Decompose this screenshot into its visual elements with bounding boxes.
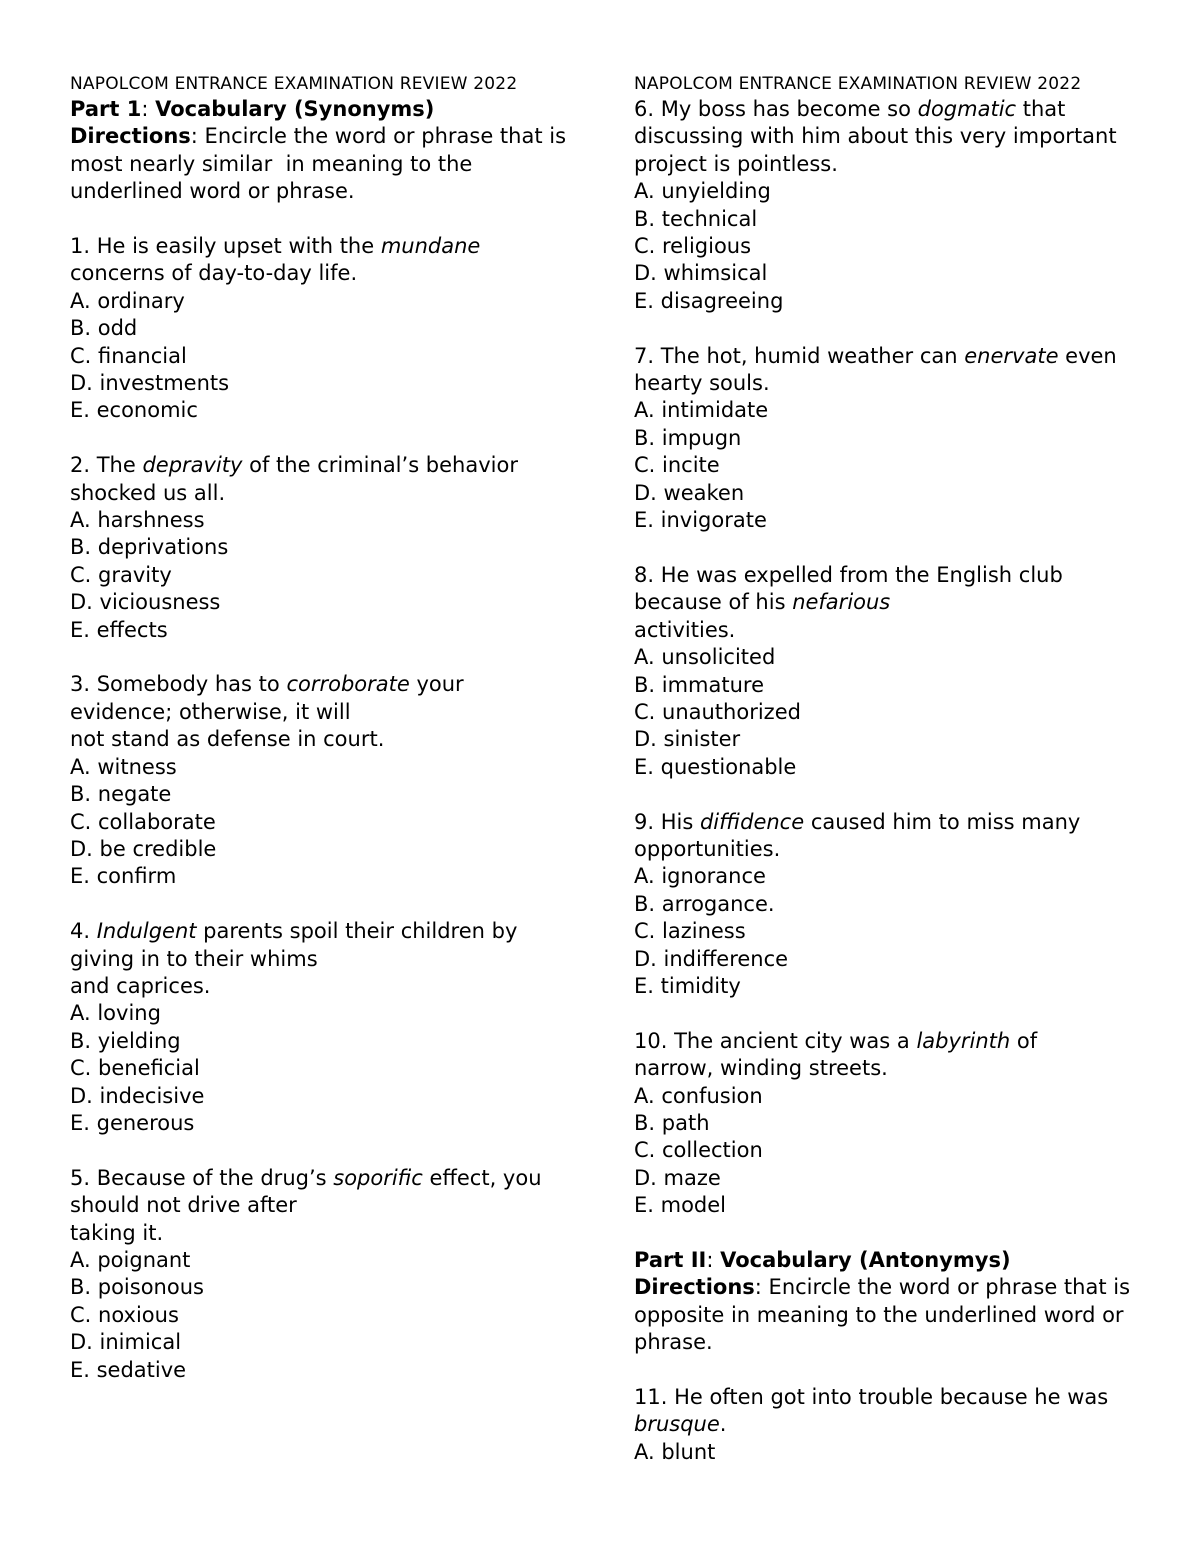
part1-label: Part 1 xyxy=(70,97,142,121)
choice-a[interactable]: A. poignant xyxy=(70,1247,191,1272)
target-word: labyrinth xyxy=(916,1028,1011,1053)
question-stem-cont: and caprices. xyxy=(70,973,211,998)
choice-b[interactable]: B. deprivations xyxy=(70,535,229,560)
choice-a[interactable]: A. ignorance xyxy=(634,864,766,889)
choice-e[interactable]: E. effects xyxy=(70,617,168,642)
question-11 xyxy=(634,1384,1144,1466)
question-4 xyxy=(70,918,590,1137)
question-2 xyxy=(70,452,590,644)
question-6 xyxy=(634,96,1144,315)
choice-b[interactable]: B. odd xyxy=(70,316,138,341)
question-10 xyxy=(634,1028,1144,1220)
choice-e[interactable]: E. invigorate xyxy=(634,508,767,533)
question-stem-cont: taking it. xyxy=(70,1220,164,1245)
page-header-right: NAPOLCOM ENTRANCE EXAMINATION REVIEW 2022 xyxy=(634,74,1082,94)
part2-title: Vocabulary (Antonymys) xyxy=(720,1247,1011,1272)
choice-b[interactable]: B. technical xyxy=(634,206,758,231)
part1-directions-label: Directions xyxy=(70,124,191,149)
choice-b[interactable]: B. negate xyxy=(70,782,172,807)
target-word: diffidence xyxy=(699,809,805,834)
choice-a[interactable]: A. blunt xyxy=(634,1439,716,1464)
choice-a[interactable]: A. witness xyxy=(70,754,177,779)
choice-c[interactable]: C. laziness xyxy=(634,919,746,944)
part1-directions-line-2: most nearly similar in meaning to the xyxy=(70,151,473,176)
choice-b[interactable]: B. arrogance. xyxy=(634,891,775,916)
question-stem-cont: project is pointless. xyxy=(634,151,838,176)
target-word: brusque xyxy=(634,1412,720,1437)
target-word: dogmatic xyxy=(917,97,1017,121)
part1-directions-line-3: underlined word or phrase. xyxy=(70,179,355,204)
question-7 xyxy=(634,343,1144,535)
part2-directions-line-2: opposite in meaning to the underlined word or xyxy=(634,1302,1124,1327)
choice-b[interactable]: B. yielding xyxy=(70,1028,181,1053)
question-5 xyxy=(70,1165,590,1384)
choice-c[interactable]: C. collaborate xyxy=(70,809,216,834)
question-stem: 7. The hot, humid weather can enervate even xyxy=(634,343,1117,368)
question-stem-cont: concerns of day-to-day life. xyxy=(70,261,358,286)
choice-a[interactable]: A. loving xyxy=(70,1001,161,1026)
choice-e[interactable]: E. questionable xyxy=(634,754,797,779)
part1-heading: Part 1: Vocabulary (Synonyms) xyxy=(70,97,435,121)
choice-d[interactable]: D. indifference xyxy=(634,946,789,971)
target-word: mundane xyxy=(380,234,481,259)
choice-a[interactable]: A. confusion xyxy=(634,1083,763,1108)
target-word: Indulgent xyxy=(96,919,197,944)
part2-label: Part II xyxy=(634,1247,707,1272)
question-stem-cont: brusque. xyxy=(634,1412,727,1437)
question-9 xyxy=(634,809,1144,1001)
choice-d[interactable]: D. weaken xyxy=(634,480,745,505)
question-stem: 10. The ancient city was a labyrinth of xyxy=(634,1028,1038,1053)
choice-b[interactable]: B. immature xyxy=(634,672,765,697)
choice-a[interactable]: A. unsolicited xyxy=(634,645,776,670)
part2-directions-label: Directions xyxy=(634,1275,755,1300)
choice-b[interactable]: B. poisonous xyxy=(70,1275,204,1300)
choice-e[interactable]: E. generous xyxy=(70,1110,195,1135)
question-stem: 11. He often got into trouble because he was xyxy=(634,1385,1109,1409)
question-stem: 4. Indulgent parents spoil their children by xyxy=(70,919,518,944)
question-stem-cont: not stand as defense in court. xyxy=(70,727,385,752)
question-stem-cont: opportunities. xyxy=(634,836,781,861)
choice-d[interactable]: D. indecisive xyxy=(70,1083,205,1108)
part1-title: Vocabulary (Synonyms) xyxy=(155,97,435,121)
question-stem-cont: giving in to their whims xyxy=(70,946,318,971)
choice-c[interactable]: C. unauthorized xyxy=(634,699,801,724)
question-3 xyxy=(70,671,590,890)
choice-e[interactable]: E. model xyxy=(634,1193,727,1218)
choice-c[interactable]: C. beneficial xyxy=(70,1056,200,1081)
choice-c[interactable]: C. financial xyxy=(70,343,187,368)
question-1 xyxy=(70,233,590,425)
question-stem-cont: because of his nefarious xyxy=(634,590,891,615)
question-stem: 5. Because of the drug’s soporific effect, you xyxy=(70,1165,542,1190)
choice-d[interactable]: D. investments xyxy=(70,371,230,396)
question-stem: 1. He is easily upset with the mundane xyxy=(70,234,481,259)
question-stem-cont: shocked us all. xyxy=(70,480,226,505)
question-stem-cont: hearty souls. xyxy=(634,371,770,396)
choice-d[interactable]: D. maze xyxy=(634,1165,721,1190)
choice-e[interactable]: E. disagreeing xyxy=(634,288,784,313)
choice-e[interactable]: E. economic xyxy=(70,398,198,423)
choice-d[interactable]: D. whimsical xyxy=(634,261,768,286)
choice-c[interactable]: C. religious xyxy=(634,234,752,259)
choice-c[interactable]: C. incite xyxy=(634,453,720,478)
question-stem-cont: narrow, winding streets. xyxy=(634,1056,888,1081)
choice-d[interactable]: D. viciousness xyxy=(70,590,221,615)
choice-a[interactable]: A. ordinary xyxy=(70,288,185,313)
choice-d[interactable]: D. be credible xyxy=(70,836,217,861)
right-column xyxy=(634,72,1144,1466)
question-stem-cont: should not drive after xyxy=(70,1193,297,1218)
choice-d[interactable]: D. inimical xyxy=(70,1330,182,1355)
question-stem: 6. My boss has become so dogmatic that xyxy=(634,97,1066,121)
part2-directions-line-1: Directions: Encircle the word or phrase that is xyxy=(634,1275,1131,1300)
question-stem: 3. Somebody has to corroborate your xyxy=(70,672,464,697)
question-stem-cont: discussing with him about this very important xyxy=(634,124,1117,149)
choice-e[interactable]: E. sedative xyxy=(70,1357,187,1382)
choice-e[interactable]: E. confirm xyxy=(70,864,177,889)
choice-a[interactable]: A. unyielding xyxy=(634,179,771,204)
choice-e[interactable]: E. timidity xyxy=(634,973,741,998)
question-stem: 2. The depravity of the criminal’s behavior xyxy=(70,453,518,478)
part2-heading: Part II: Vocabulary (Antonymys) xyxy=(634,1247,1011,1272)
question-stem: 9. His diffidence caused him to miss many xyxy=(634,809,1081,834)
left-column xyxy=(70,72,590,1384)
target-word: nefarious xyxy=(792,590,891,615)
target-word: enervate xyxy=(964,343,1059,368)
part2-directions-line-3: phrase. xyxy=(634,1330,713,1355)
part1-directions-line-1: Directions: Encircle the word or phrase that is xyxy=(70,124,567,149)
question-stem-cont: activities. xyxy=(634,617,736,642)
choice-a[interactable]: A. harshness xyxy=(70,508,205,533)
question-stem-cont: evidence; otherwise, it will xyxy=(70,699,351,724)
choice-d[interactable]: D. sinister xyxy=(634,727,741,752)
target-word: soporific xyxy=(333,1165,423,1190)
choice-c[interactable]: C. noxious xyxy=(70,1302,179,1327)
choice-b[interactable]: B. path xyxy=(634,1110,710,1135)
choice-c[interactable]: C. gravity xyxy=(70,562,172,587)
choice-b[interactable]: B. impugn xyxy=(634,425,742,450)
choice-c[interactable]: C. collection xyxy=(634,1138,763,1163)
question-stem: 8. He was expelled from the English club xyxy=(634,562,1063,587)
page-header-left: NAPOLCOM ENTRANCE EXAMINATION REVIEW 2022 xyxy=(70,74,518,94)
choice-a[interactable]: A. intimidate xyxy=(634,398,769,423)
target-word: corroborate xyxy=(286,672,410,697)
target-word: depravity xyxy=(142,453,243,478)
question-8 xyxy=(634,562,1144,781)
